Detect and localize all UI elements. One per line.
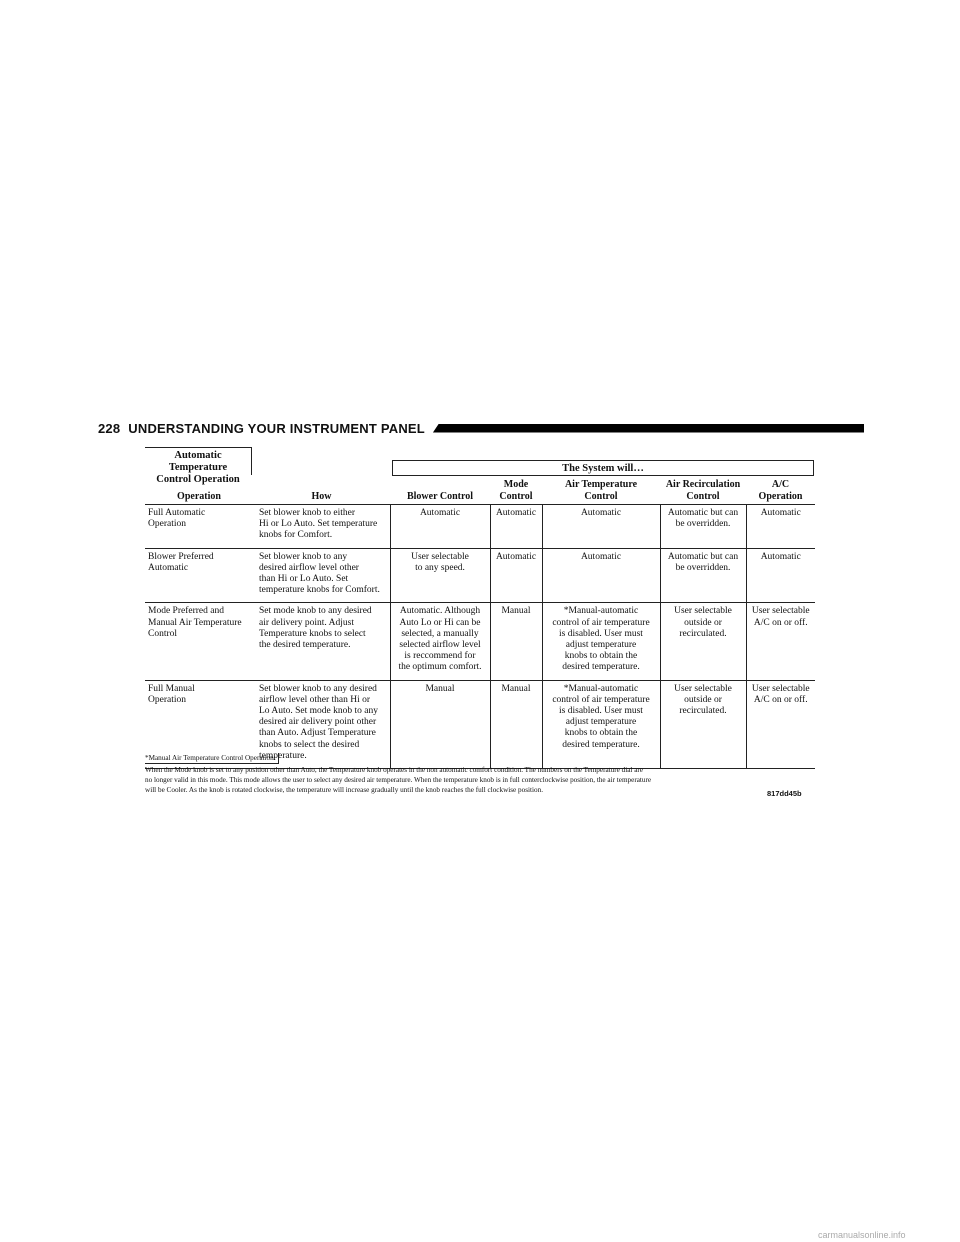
cell-line: Full Manual — [148, 683, 195, 694]
cell-line: User selectable — [411, 551, 469, 562]
cell-line: airflow level other than Hi or — [259, 694, 371, 705]
cell-line: desired air delivery point other — [259, 717, 377, 728]
table-cell-air-temperature-control — [542, 548, 660, 603]
column-header-line: Control — [499, 490, 533, 502]
table-cell-how — [253, 505, 390, 549]
table-cell-air-recirculation-control — [660, 548, 746, 603]
cell-line: User selectable — [751, 683, 810, 694]
cell-line: Operation — [148, 519, 186, 530]
table-cell-air-recirculation-control — [660, 603, 746, 680]
table-cell-blower-control — [390, 548, 490, 603]
column-header-line: Control — [686, 490, 720, 502]
cell-line: Blower Preferred — [148, 551, 214, 562]
footnote-text — [145, 765, 817, 795]
column-header-air-recirculation-control — [660, 477, 746, 505]
column-header-line: Mode — [503, 479, 529, 490]
table-cell-how — [253, 603, 390, 680]
footnote — [145, 750, 817, 795]
cell-line: Control — [148, 628, 178, 639]
cell-line: the optimum comfort. — [398, 662, 482, 673]
cell-line: outside or — [684, 617, 722, 628]
table-cell-air-temperature-control — [542, 603, 660, 680]
column-header-air-temperature-control — [542, 477, 660, 505]
cell-line: control of air temperature — [552, 694, 650, 705]
system-will-heading: The System will… — [392, 460, 814, 476]
table-cell-operation — [145, 603, 253, 680]
cell-line: Automatic but can — [667, 508, 739, 518]
cell-line: air delivery point. Adjust — [259, 617, 354, 628]
table-cell-mode-control — [490, 548, 542, 603]
table-cell-operation — [145, 548, 253, 603]
cell-line: Automatic — [495, 551, 537, 562]
cell-line: Manual — [425, 683, 455, 694]
table-cell-blower-control — [390, 505, 490, 549]
cell-line: Manual — [501, 606, 531, 617]
footnote-line: When the Mode knob is set to any position other than Auto, the Temperature knob operates in the non automatic comfort condition. The numbers on the Temperature dial are — [145, 766, 643, 774]
cell-line: control of air temperature — [552, 617, 650, 628]
cell-line: Manual — [501, 683, 531, 694]
table-cell-ac-operation — [746, 548, 815, 603]
cell-line: than Auto. Adjust Temperature — [259, 728, 376, 739]
cell-line: to any speed. — [415, 562, 465, 573]
cell-line: knobs to select the desired — [259, 739, 360, 750]
column-header-mode-control — [490, 477, 542, 505]
cell-line: Hi or Lo Auto. Set temperature — [259, 519, 378, 530]
section-title: UNDERSTANDING YOUR INSTRUMENT PANEL — [128, 420, 425, 436]
cell-line: be overridden. — [675, 562, 731, 573]
cell-line: Automatic — [495, 508, 537, 518]
column-header-line: Operation — [758, 490, 803, 502]
cell-line: Mode Preferred and — [148, 606, 224, 617]
cell-line: be overridden. — [675, 519, 731, 530]
column-header-line: Blower Control — [406, 490, 473, 502]
cell-line: *Manual-automatic — [563, 606, 639, 617]
cell-line: is reccommend for — [404, 651, 476, 662]
figure-code: 817dd45b — [767, 789, 802, 798]
column-header-line: Air Temperature — [564, 479, 638, 490]
column-header-line: Control — [584, 490, 618, 502]
cell-line: adjust temperature — [565, 640, 637, 651]
cell-line: desired temperature. — [562, 739, 640, 750]
cell-line: A/C on or off. — [753, 617, 808, 628]
cell-line: Automatic — [148, 562, 189, 573]
cell-line: Manual Air Temperature — [148, 617, 242, 628]
cell-line: selected airflow level — [399, 640, 481, 651]
cell-line: Set blower knob to any — [259, 551, 348, 562]
table-cell-operation — [145, 505, 253, 549]
cell-line: Lo Auto. Set mode knob to any — [259, 706, 379, 717]
table-row — [145, 505, 815, 549]
cell-line: the desired temperature. — [259, 640, 351, 651]
cell-line: selected, a manually — [401, 628, 479, 639]
control-operation-heading-line: Automatic Temperature — [168, 450, 228, 473]
table-row — [145, 548, 815, 603]
cell-line: User selectable — [674, 606, 732, 617]
temperature-control-table — [145, 477, 815, 769]
cell-line: than Hi or Lo Auto. Set — [259, 574, 349, 585]
cell-line: outside or — [684, 694, 722, 705]
cell-line: Operation — [148, 694, 186, 705]
watermark: carmanualsonline.info — [818, 1230, 906, 1240]
column-header-how — [253, 477, 390, 505]
cell-line: Automatic — [580, 551, 622, 562]
cell-line: adjust temperature — [565, 717, 637, 728]
table-cell-mode-control — [490, 603, 542, 680]
column-header-line: How — [311, 490, 332, 502]
column-header-blower-control — [390, 477, 490, 505]
table-body — [145, 505, 815, 769]
footnote-line: no longer valid in this mode. This mode allows the user to select any desired air temperature. When the temperature knob is in full conterclockwise position, the air temperature — [145, 776, 652, 784]
cell-line: knobs to obtain the — [564, 651, 638, 662]
table-cell-ac-operation — [746, 505, 815, 549]
footnote-title: *Manual Air Temperature Control Operation: — [145, 753, 279, 764]
cell-line: Automatic — [760, 551, 801, 562]
table-cell-air-temperature-control — [542, 505, 660, 549]
control-operation-heading — [145, 447, 252, 485]
cell-line: Automatic — [419, 508, 461, 518]
cell-line: Set mode knob to any desired — [259, 606, 372, 617]
cell-line: Automatic — [580, 508, 622, 518]
cell-line: temperature. — [259, 750, 307, 761]
table-cell-ac-operation — [746, 603, 815, 680]
header-bar — [433, 424, 864, 433]
column-header-line: Air Recirculation — [665, 479, 741, 490]
cell-line: Automatic but can — [667, 551, 739, 562]
table-header-row — [145, 477, 815, 505]
cell-line: *Manual-automatic — [563, 683, 639, 694]
table-cell-air-recirculation-control — [660, 505, 746, 549]
cell-line: Set blower knob to any desired — [259, 683, 377, 694]
cell-line: is disabled. User must — [559, 706, 643, 717]
cell-line: Full Automatic — [148, 508, 206, 518]
cell-line: Auto Lo or Hi can be — [399, 617, 481, 628]
cell-line: is disabled. User must — [559, 628, 643, 639]
cell-line: Temperature knobs to select — [259, 628, 366, 639]
cell-line: temperature knobs for Comfort. — [259, 585, 380, 596]
cell-line: Automatic — [760, 508, 801, 518]
cell-line: recirculated. — [679, 628, 727, 639]
control-operation-heading-line: Control Operation — [156, 474, 240, 485]
cell-line: User selectable — [674, 683, 732, 694]
cell-line: A/C on or off. — [753, 694, 808, 705]
cell-line: User selectable — [751, 606, 810, 617]
table-cell-how — [253, 548, 390, 603]
cell-line: Automatic. Although — [399, 606, 481, 617]
page-header — [98, 419, 864, 437]
cell-line: desired temperature. — [562, 662, 640, 673]
table-cell-mode-control — [490, 505, 542, 549]
column-header-line: A/C — [771, 479, 790, 490]
table-row — [145, 603, 815, 680]
column-header-operation — [145, 477, 253, 505]
cell-line: knobs to obtain the — [564, 728, 638, 739]
cell-line: recirculated. — [679, 706, 727, 717]
cell-line: knobs for Comfort. — [259, 530, 333, 541]
cell-line: desired airflow level other — [259, 562, 359, 573]
cell-line: Set blower knob to either — [259, 508, 356, 518]
page-number: 228 — [98, 420, 121, 436]
column-header-line: Operation — [177, 490, 221, 502]
footnote-line: will be Cooler. As the knob is rotated clockwise, the temperature will increase gradually until the knob reaches the full clockwise position. — [145, 786, 543, 794]
column-header-ac-operation — [746, 477, 815, 505]
table-cell-blower-control — [390, 603, 490, 680]
